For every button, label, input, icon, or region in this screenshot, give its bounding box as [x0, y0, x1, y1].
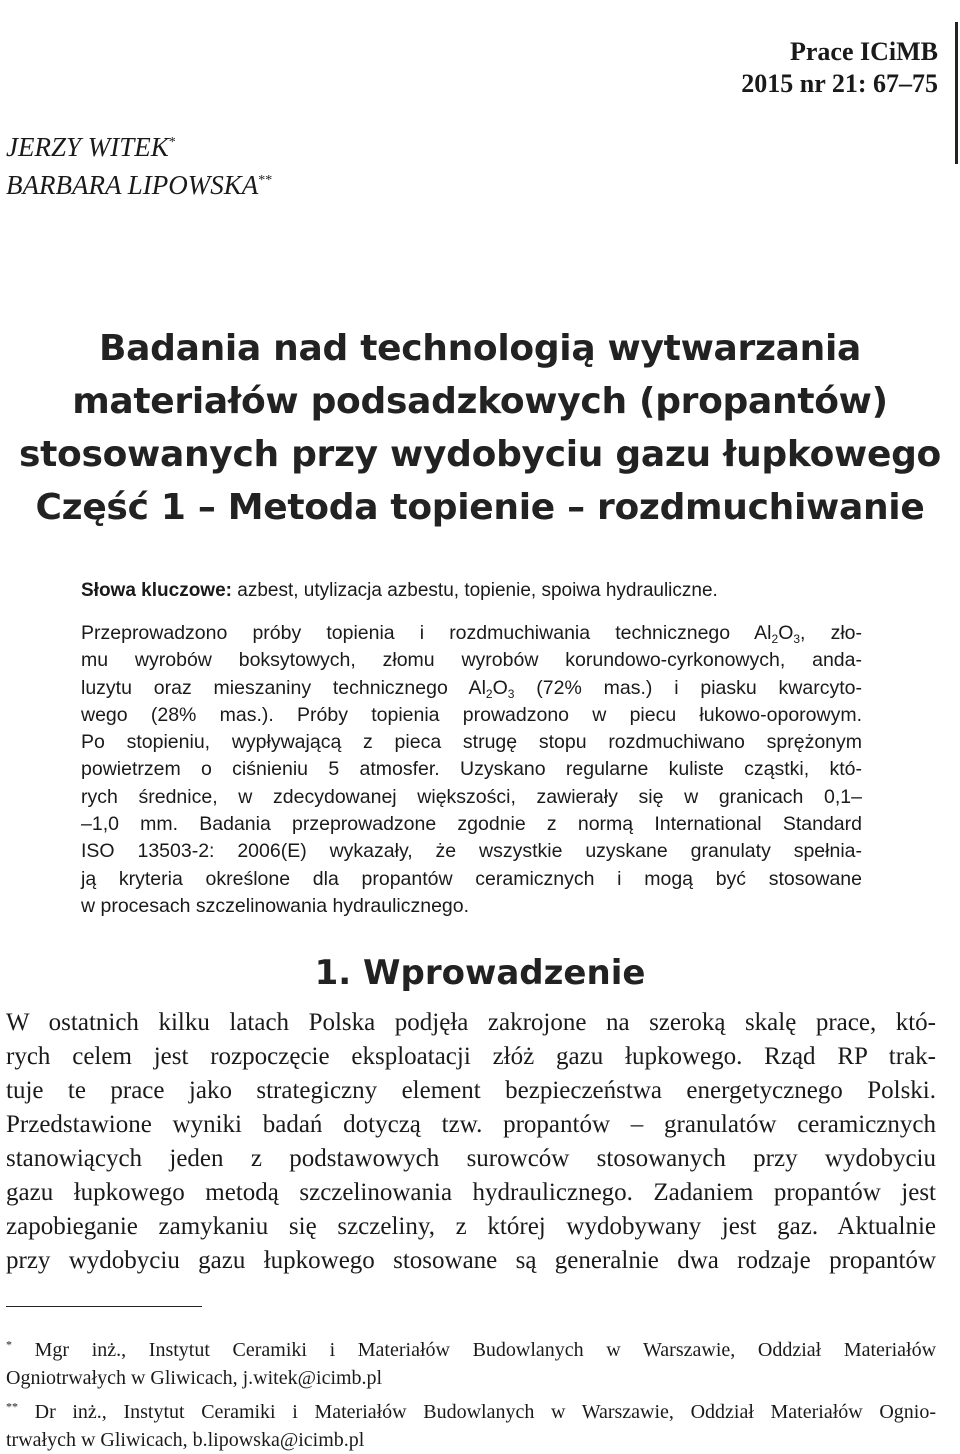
journal-issue: 2015 nr 21: 67–75: [741, 69, 938, 98]
abstract-line: ISO 13503-2: 2006(E) wykazały, że wszystkie uzyskane granulaty spełnia-: [81, 840, 862, 863]
abstract-line: rych średnice, w zdecydowanej większości, zawierały się w granicach 0,1–: [81, 785, 862, 808]
keywords: [81, 578, 718, 604]
paper-title: [0, 322, 960, 534]
body-line: W ostatnich kilku latach Polska podjęła zakrojone na szeroką skalę prace, któ-: [6, 1009, 936, 1036]
footnote-2-cont: trwałych w Gliwicach, b.lipowska@icimb.pl: [6, 1429, 365, 1451]
title-line: Część 1 – Metoda topienie – rozdmuchiwanie: [35, 487, 925, 528]
abstract-line: luzytu oraz mieszaniny technicznego $Al_2O_3$ (72% mas.) i piasku kwarcyto-: [81, 676, 862, 701]
title-line: materiałów podsadzkowych (propantów): [72, 381, 888, 422]
margin-rule: [955, 22, 958, 164]
body-line: rych celem jest rozpoczęcie eksploatacji złóż gazu łupkowego. Rząd RP trak-: [6, 1043, 936, 1070]
author-1-mark: *: [168, 135, 176, 150]
body-line: Przedstawione wyniki badań dotyczą tzw. propantów – granulatów ceramicznych: [6, 1111, 936, 1138]
title-line: stosowanych przy wydobyciu gazu łupkowego: [19, 434, 941, 475]
body-line: przy wydobyciu gazu łupkowego stosowane są generalnie dwa rodzaje propantów: [6, 1247, 936, 1274]
journal-header: [741, 36, 938, 100]
footnotes: [6, 1336, 936, 1454]
author-2: BARBARA LIPOWSKA**: [6, 170, 273, 200]
keywords-label: Słowa kluczowe:: [81, 580, 232, 601]
abstract: [81, 620, 862, 920]
abstract-line: w procesach szczelinowania hydraulicznego.: [81, 894, 470, 917]
author-list: [6, 128, 272, 204]
footnote-2: ** Dr inż., Instytut Ceramiki i Materiałów Budowlanych w Warszawie, Oddział Materiałów Ognio-: [6, 1399, 936, 1423]
body-line: gazu łupkowego metodą szczelinowania hydraulicznego. Zadaniem propantów jest: [6, 1179, 936, 1206]
author-2-mark: **: [258, 173, 273, 188]
keywords-text: azbest, utylizacja azbestu, topienie, spoiwa hydrauliczne.: [237, 580, 718, 601]
journal-name: Prace ICiMB: [789, 37, 938, 66]
abstract-line: Przeprowadzono próby topienia i rozdmuchiwania technicznego $Al_2O_3$, zło-: [81, 622, 862, 646]
abstract-line: powietrzem o ciśnieniu 5 atmosfer. Uzyskano regularne kuliste cząstki, któ-: [81, 758, 862, 781]
section-heading: 1. Wprowadzenie: [314, 953, 646, 993]
footnote-rule: [6, 1306, 202, 1307]
abstract-line: Po stopieniu, wypływającą z pieca strugę stopu rozdmuchiwano sprężonym: [81, 731, 862, 754]
footnote-1-cont: Ogniotrwałych w Gliwicach, j.witek@icimb.pl: [6, 1367, 383, 1389]
footnote-1: * Mgr inż., Instytut Ceramiki i Materiałów Budowlanych w Warszawie, Oddział Materiałów: [6, 1337, 937, 1361]
title-line: Badania nad technologią wytwarzania: [98, 328, 862, 369]
author-1: JERZY WITEK*: [6, 132, 176, 162]
body-text: [6, 1006, 936, 1278]
footnote-2-mark: **: [6, 1399, 18, 1414]
abstract-line: wego (28% mas.). Próby topienia prowadzono w piecu łukowo-oporowym.: [81, 703, 862, 726]
abstract-line: mu wyrobów boksytowych, złomu wyrobów korundowo-cyrkonowych, anda-: [81, 649, 862, 672]
footnote-1-mark: *: [6, 1337, 12, 1352]
body-line: zapobieganie zamykaniu się szczeliny, z której wydobywany jest gaz. Aktualnie: [6, 1213, 936, 1240]
abstract-line: –1,0 mm. Badania przeprowadzone zgodnie z normą International Standard: [81, 813, 862, 836]
body-line: stanowiących jeden z podstawowych surowców stosowanych przy wydobyciu: [6, 1145, 936, 1172]
body-line: tuje te prace jako strategiczny element bezpieczeństwa energetycznego Polski.: [6, 1077, 936, 1104]
abstract-line: ją kryteria określone dla propantów ceramicznych i mogą być stosowane: [81, 867, 862, 890]
